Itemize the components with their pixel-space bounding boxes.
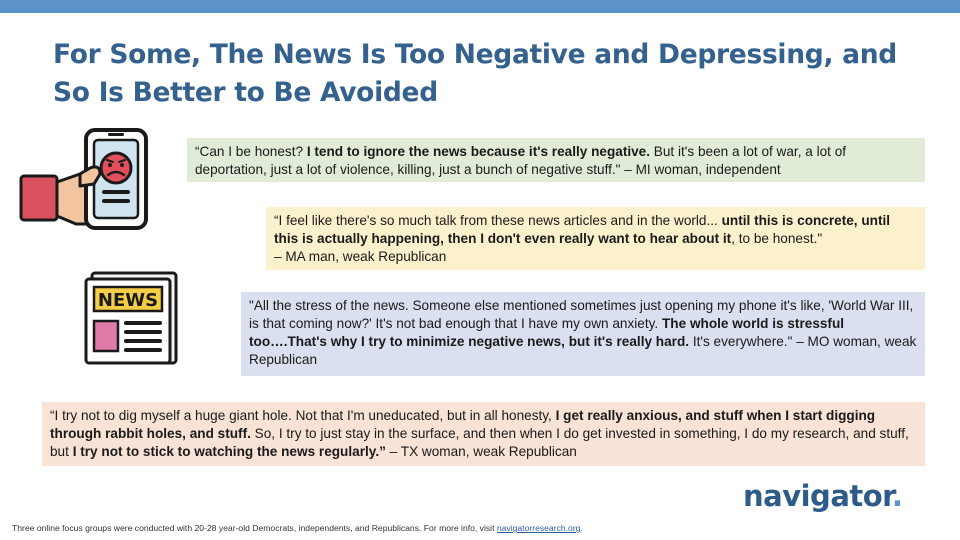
sad-phone-icon: [18, 124, 152, 232]
footer-text: Three online focus groups were conducted with 20-28 year-old Democrats, independents, and Republicans. For more info, visit: [12, 523, 497, 533]
quote-text: “I feel like there's so much talk from these news articles and in the world...: [274, 213, 722, 228]
quote-emphasis: I try not to stick to watching the news regularly.”: [72, 444, 386, 459]
quote-emphasis: I get really anxious, and stuff when I start digging through rabbit holes, and stuff.: [50, 408, 876, 441]
footer-suffix: .: [580, 523, 583, 533]
quote-text: – TX woman, weak Republican: [385, 444, 577, 459]
navigator-logo: [743, 479, 902, 513]
footer-note: [12, 523, 912, 533]
newspaper-headline: NEWS: [97, 290, 159, 311]
quote-text: “I try not to dig myself a huge giant hole. Not that I'm uneducated, but in all honesty,: [50, 408, 556, 423]
quote-emphasis: I tend to ignore the news because it's really negative.: [306, 144, 651, 159]
page-title-line-1: For Some, The News Is Too Negative and Depressing, and: [53, 39, 897, 70]
quote-attribution: – MA man, weak Republican: [274, 249, 447, 264]
quote-mo-woman: [241, 292, 925, 376]
logo-dot: .: [891, 479, 903, 513]
quote-emphasis: until this is concrete, until this is actually happening, then I don't even really want to hear about it: [274, 213, 891, 246]
quote-text: , to be honest.": [731, 231, 823, 246]
logo-text: navigator: [743, 479, 892, 513]
quote-text: But it's been a lot of war, a lot of deportation, just a lot of violence, killing, just a bunch of negative stuff." – MI woman, independent: [195, 144, 847, 177]
quote-text: So, I try to just stay in the surface, and then when I do get invested in something, I do my research, and stuff, but: [50, 426, 909, 459]
quote-ma-man: [266, 207, 925, 270]
quote-text: It's everywhere." – MO woman, weak Republican: [249, 334, 917, 367]
quote-emphasis: The whole world is stressful too….That's why I try to minimize negative news, but it's really hard.: [249, 316, 845, 349]
newspaper-icon: [82, 267, 182, 367]
quote-text: "All the stress of the news. Someone else mentioned sometimes just opening my phone it's like, 'World War III, is that coming now?' It's not bad enough that I have my own anxiety.: [249, 298, 914, 331]
quote-mi-woman: [187, 138, 925, 182]
quote-tx-woman: [42, 402, 925, 466]
footer-link[interactable]: navigatorresearch.org: [496, 523, 581, 533]
page-title: [53, 36, 933, 112]
top-accent-bar: [0, 0, 960, 13]
page-title-line-2: So Is Better to Be Avoided: [53, 77, 438, 108]
quote-text: “Can I be honest?: [195, 144, 307, 159]
